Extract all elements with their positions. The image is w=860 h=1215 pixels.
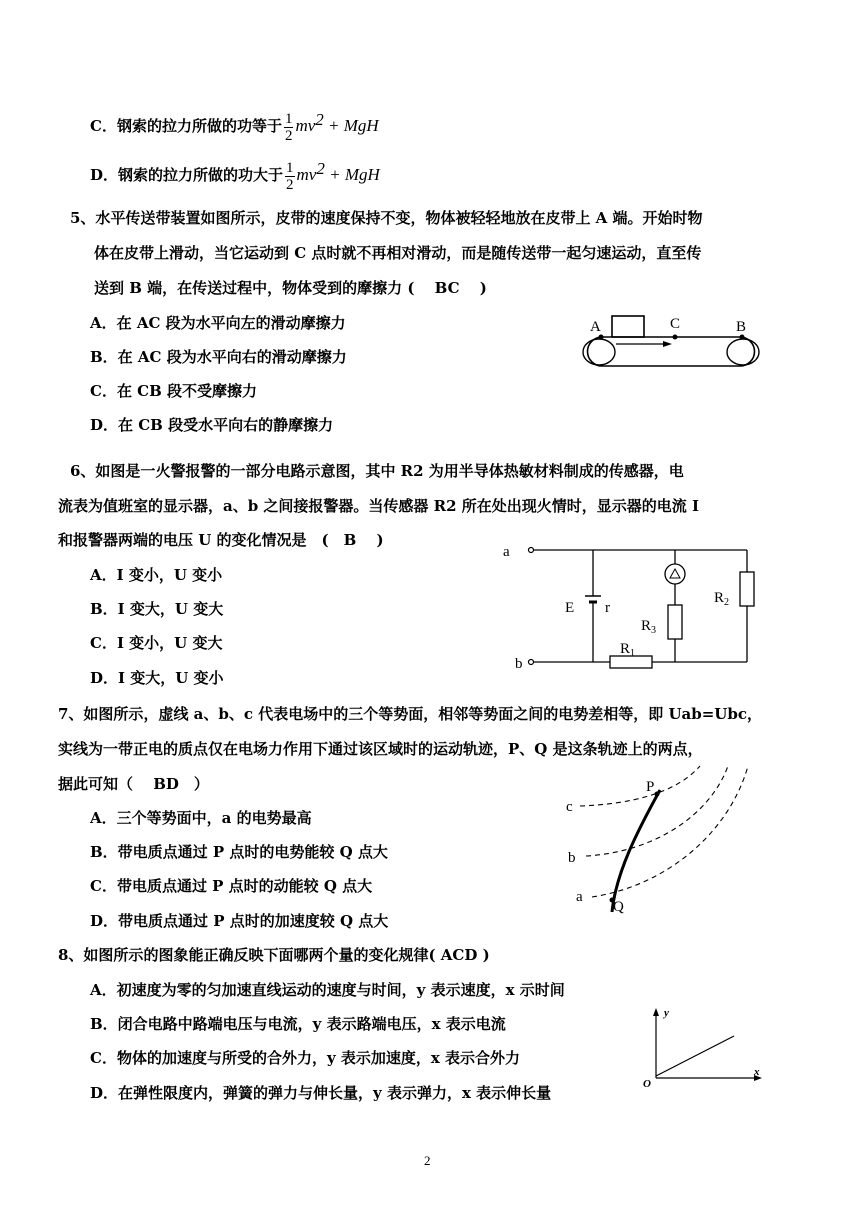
q4-option-d [90, 155, 380, 193]
q7-stem-line-2: 实线为一带正电的质点仅在电场力作用下通过该区域时的运动轨迹，P、Q 是这条轨迹上的两点， [58, 740, 703, 758]
q4-option-c [90, 106, 379, 144]
q6-stem-line-3: 和报警器两端的电压 U 的变化情况是 ( B ) [58, 531, 384, 549]
q7-option-c: C．带电质点通过 P 点时的动能较 Q 点大 [90, 877, 373, 895]
page-number: 2 [424, 1153, 431, 1168]
q4-option-d-mgh: + MgH [324, 165, 380, 184]
q6-option-d: D．I 变大，U 变小 [90, 669, 224, 687]
q4-option-d-fraction: $\frac{1}{2}$ [286, 159, 294, 193]
circuit-terminal-b: b [515, 656, 523, 672]
q5-stem-line-2: 体在皮带上滑动，当它运动到 C 点时就不再相对滑动，而是随传送带一起匀速运动，直至传 [94, 244, 702, 262]
belt-label-c: C [670, 316, 681, 332]
q8-option-d: D．在弹性限度内，弹簧的弹力与伸长量，y 表示弹力，x 表示伸长量 [90, 1084, 552, 1102]
q4-option-c-fraction: $\frac{1}{2}$ [284, 110, 293, 144]
equipotential-figure [560, 760, 760, 920]
q4-option-c-exp: 2 [315, 110, 324, 129]
q6-option-c: C．I 变小，U 变大 [90, 634, 223, 652]
circuit-emf-e: E [565, 600, 575, 616]
q6-stem-line-1: 6、如图是一火警报警的一部分电路示意图，其中 R2 为用半导体热敏材料制成的传感器，电 [70, 462, 684, 480]
q8-option-a: A．初速度为零的匀加速直线运动的速度与时间，y 表示速度，x 示时间 [90, 981, 565, 999]
q5-stem-line-3: 送到 B 端，在传送过程中，物体受到的摩擦力 ( BC ) [94, 279, 487, 297]
q6-option-b: B．I 变大，U 变大 [90, 600, 224, 618]
equipotential-label-b: b [568, 850, 576, 866]
q5-option-d: D．在 CB 段受水平向右的静摩擦力 [90, 416, 334, 434]
circuit-internal-r: r [605, 600, 610, 616]
q7-option-a: A．三个等势面中，a 的电势最高 [90, 809, 312, 827]
q4-option-c-text: C．钢索的拉力所做的功等于 [90, 117, 282, 135]
q6-option-a: A．I 变小，U 变小 [90, 566, 223, 584]
q7-option-b: B．带电质点通过 P 点时的电势能较 Q 点大 [90, 843, 388, 861]
belt-label-b: B [736, 319, 747, 335]
trajectory-point-q: Q [613, 899, 624, 915]
q6-stem-line-2: 流表为值班室的显示器，a、b 之间接报警器。当传感器 R2 所在处出现火情时，显示器的电流 I [58, 497, 700, 515]
circuit-terminal-a: a [503, 544, 510, 560]
q7-stem-line-3: 据此可知（ BD ） [58, 775, 209, 793]
circuit-r1-label: $R_1$ [620, 641, 636, 659]
belt-label-a: A [590, 319, 601, 335]
q4-option-c-mv: mv [295, 116, 316, 135]
circuit-r2-label: $R_2$ [714, 590, 730, 608]
circuit-r3-label: $R_3$ [641, 618, 657, 636]
graph-origin-label: O [643, 1078, 651, 1090]
q8-stem-line-1: 8、如图所示的图象能正确反映下面哪两个量的变化规律( ACD ) [58, 946, 490, 964]
conveyor-belt-figure [572, 310, 772, 372]
q7-option-d: D．带电质点通过 P 点时的加速度较 Q 点大 [90, 912, 389, 930]
q4-option-d-exp: 2 [316, 159, 325, 178]
equipotential-label-a: a [576, 889, 583, 905]
q8-option-c: C．物体的加速度与所受的合外力，y 表示加速度，x 表示合外力 [90, 1049, 521, 1067]
q4-option-d-mv: mv [296, 165, 317, 184]
graph-axis-y-label: y [664, 1007, 669, 1019]
q5-stem-line-1: 5、水平传送带装置如图所示，皮带的速度保持不变，物体被轻轻地放在皮带上 A 端。开始时物 [70, 209, 703, 227]
linear-graph-figure [636, 1000, 776, 1100]
equipotential-label-c: c [566, 799, 573, 815]
q4-option-d-text: D．钢索的拉力所做的功大于 [90, 166, 284, 184]
q5-option-c: C．在 CB 段不受摩擦力 [90, 382, 258, 400]
q5-option-a: A．在 AC 段为水平向左的滑动摩擦力 [90, 314, 346, 332]
q8-option-b: B．闭合电路中路端电压与电流，y 表示路端电压，x 表示电流 [90, 1015, 506, 1033]
q5-option-b: B．在 AC 段为水平向右的滑动摩擦力 [90, 348, 347, 366]
alarm-circuit-figure [495, 538, 765, 676]
q4-option-c-mgh: + MgH [323, 116, 379, 135]
graph-axis-x-label: x [754, 1066, 760, 1078]
trajectory-point-p: P [646, 779, 655, 795]
q7-stem-line-1: 7、如图所示，虚线 a、b、c 代表电场中的三个等势面，相邻等势面之间的电势差相等，即 Uab=Ubc， [58, 705, 763, 723]
